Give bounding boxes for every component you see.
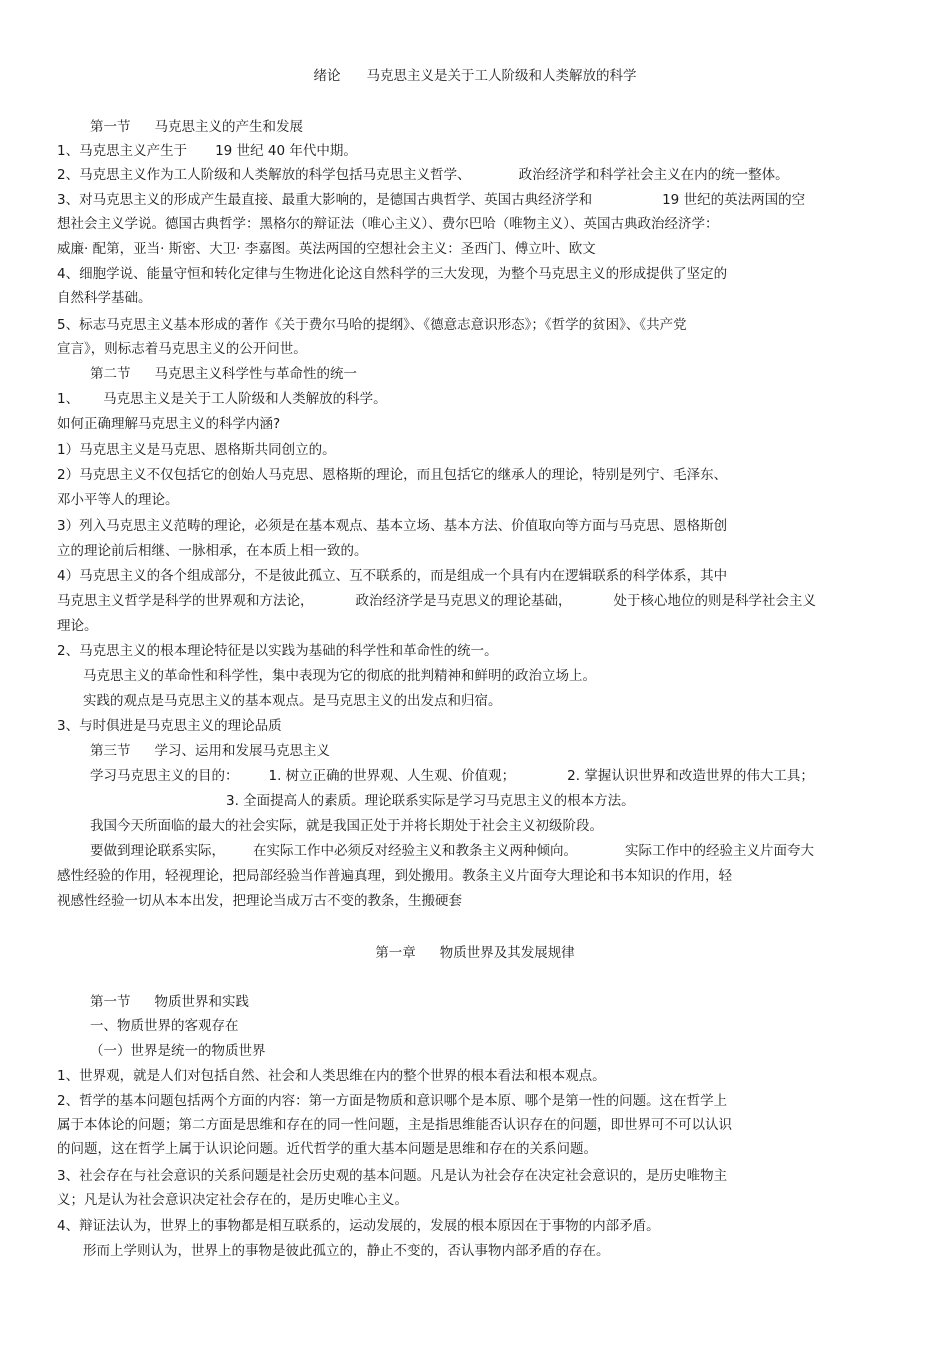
paragraph-line	[57, 641, 897, 661]
text-run: 宣言》，则标志着马克思主义的公开问世。	[57, 341, 307, 357]
text-run: 2、马克思主义的根本理论特征是以实践为基础的科学性和革命性的统一。	[57, 643, 498, 659]
paragraph-line	[57, 141, 897, 161]
text-run: 学习马克思主义的目的：	[90, 768, 239, 784]
text-run: 属于本体论的问题；第二方面是思维和存在的同一性问题，主是指思维能否认识存在的问题，即世界可不可以认识	[57, 1117, 732, 1133]
text-run: 2）马克思主义不仅包括它的创始人马克思、恩格斯的理论，而且包括它的继承人的理论，特别是列宁、毛泽东、	[57, 467, 728, 483]
chapter-text: 物质世界及其发展规律	[439, 945, 575, 961]
paragraph-line	[57, 214, 897, 234]
section-heading	[90, 992, 930, 1012]
paragraph-line	[57, 1190, 897, 1210]
intro-title-text: 马克思主义是关于工人阶级和人类解放的科学	[366, 68, 637, 84]
section-title: 物质世界和实践	[154, 994, 249, 1010]
paragraph-line	[57, 1066, 897, 1086]
paragraph-line	[57, 315, 897, 335]
paragraph-line	[83, 691, 923, 711]
paragraph-line	[90, 766, 930, 786]
section-number: 第一节	[90, 119, 131, 135]
text-run: 感性经验的作用，轻视理论，把局部经验当作普遍真理，到处搬用。教条主义片面夸大理论和书本知识的作用，轻	[57, 868, 732, 884]
text-run: 立的理论前后相继、一脉相承，在本质上相一致的。	[57, 543, 368, 559]
paragraph-line	[90, 816, 930, 836]
text-run: 2、哲学的基本问题包括两个方面的内容：第一方面是物质和意识哪个是本原、哪个是第一性的问题。这在哲学上	[57, 1093, 728, 1109]
paragraph-line	[57, 1091, 897, 1111]
subheading	[90, 1016, 930, 1036]
intro-title-label: 绪论	[313, 68, 341, 84]
chapter-number: 第一章	[375, 945, 416, 961]
text-run: 1. 树立正确的世界观、人生观、价值观；	[268, 768, 516, 784]
text-run: 19 世纪 40 年代中期。	[215, 143, 357, 159]
paragraph-line	[57, 1216, 897, 1236]
paragraph-line	[57, 490, 897, 510]
text-run: 想社会主义学说。德国古典哲学：黑格尔的辩证法（唯心主义）、费尔巴哈（唯物主义）、英国古典政治经济学：	[57, 216, 719, 232]
paragraph-line	[83, 1241, 923, 1261]
text-run: 政治经济学是马克思义的理论基础，	[355, 593, 572, 609]
paragraph-line	[57, 866, 897, 886]
text-run: 邓小平等人的理论。	[57, 492, 179, 508]
text-run: 实践的观点是马克思主义的基本观点。是马克思主义的出发点和归宿。	[83, 693, 502, 709]
section-title: 马克思主义科学性与革命性的统一	[154, 366, 357, 382]
text-run: 如何正确理解马克思主义的科学内涵?	[57, 416, 281, 432]
paragraph-line	[57, 389, 897, 409]
paragraph-line	[57, 440, 897, 460]
paragraph-line	[57, 465, 897, 485]
section-number: 第一节	[90, 994, 131, 1010]
paragraph-line	[57, 716, 897, 736]
text-run: 自然科学基础。	[57, 290, 152, 306]
chapter-title	[0, 943, 950, 963]
paragraph-line	[57, 616, 897, 636]
text-run: （一）世界是统一的物质世界	[90, 1043, 266, 1059]
text-run: 我国今天所面临的最大的社会实际，就是我国正处于并将长期处于社会主义初级阶段。	[90, 818, 603, 834]
paragraph-line	[57, 414, 897, 434]
paragraph-line	[57, 541, 897, 561]
section-heading	[90, 741, 930, 761]
text-run: 实际工作中的经验主义片面夸大	[625, 843, 814, 859]
text-run: 马克思主义是关于工人阶级和人类解放的科学。	[103, 391, 387, 407]
paragraph-line	[57, 264, 897, 284]
text-run: 一、物质世界的客观存在	[90, 1018, 239, 1034]
paragraph-line	[57, 165, 897, 185]
section-title: 学习、运用和发展马克思主义	[154, 743, 330, 759]
section-number: 第三节	[90, 743, 131, 759]
paragraph-line	[57, 1115, 897, 1135]
text-run: 1、马克思主义产生于	[57, 143, 188, 159]
text-run: 3、对马克思主义的形成产生最直接、最重大影响的，是德国古典哲学、英国古典经济学和	[57, 192, 593, 208]
text-run: 义；凡是认为社会意识决定社会存在的，是历史唯心主义。	[57, 1192, 408, 1208]
text-run: 1、	[57, 391, 80, 407]
text-run: 4、细胞学说、能量守恒和转化定律与生物进化论这自然科学的三大发现，为整个马克思主义的形成提供了坚定的	[57, 266, 728, 282]
text-run: 3、社会存在与社会意识的关系问题是社会历史观的基本问题。凡是认为社会存在决定社会意识的，是历史唯物主	[57, 1168, 728, 1184]
text-run: 形而上学则认为，世界上的事物是彼此孤立的，静止不变的，否认事物内部矛盾的存在。	[83, 1243, 610, 1259]
text-run: 19 世纪的英法两国的空	[662, 192, 806, 208]
text-run: 理论。	[57, 618, 98, 634]
text-run: 3、与时俱进是马克思主义的理论品质	[57, 718, 282, 734]
paragraph-line	[57, 288, 897, 308]
text-run: 1、世界观，就是人们对包括自然、社会和人类思维在内的整个世界的根本看法和根本观点。	[57, 1068, 606, 1084]
text-run: 威廉· 配第，亚当· 斯密、大卫· 李嘉图。英法两国的空想社会主义：圣西门、傅立叶、欧文	[57, 241, 596, 257]
paragraph-line	[83, 666, 923, 686]
section-title: 马克思主义的产生和发展	[154, 119, 303, 135]
text-run: 4）马克思主义的各个组成部分，不是彼此孤立、互不联系的，而是组成一个具有内在逻辑联系的科学体系，其中	[57, 568, 728, 584]
paragraph-line	[57, 891, 897, 911]
text-run: 马克思主义的革命性和科学性，集中表现为它的彻底的批判精神和鲜明的政治立场上。	[83, 668, 596, 684]
paragraph-line	[57, 516, 897, 536]
paragraph-line	[57, 190, 897, 210]
text-run: 2. 掌握认识世界和改造世界的伟大工具；	[567, 768, 814, 784]
intro-title	[0, 66, 950, 86]
text-run: 3. 全面提高人的素质。理论联系实际是学习马克思主义的根本方法。	[226, 793, 635, 809]
text-run: 视感性经验一切从本本出发，把理论当成万古不变的教条，生搬硬套	[57, 893, 462, 909]
text-run: 马克思主义哲学是科学的世界观和方法论，	[57, 593, 314, 609]
paragraph-line	[90, 841, 930, 861]
paragraph-line	[57, 591, 897, 611]
paragraph-line	[57, 339, 897, 359]
section-heading	[90, 364, 930, 384]
text-run: 的问题，这在哲学上属于认识论问题。近代哲学的重大基本问题是思维和存在的关系问题。	[57, 1141, 597, 1157]
text-run: 1）马克思主义是马克思、恩格斯共同创立的。	[57, 442, 336, 458]
text-run: 2、马克思主义作为工人阶级和人类解放的科学包括马克思主义哲学、	[57, 167, 471, 183]
text-run: 政治经济学和科学社会主义在内的统一整体。	[518, 167, 789, 183]
text-run: 要做到理论联系实际，	[90, 843, 225, 859]
paragraph-line	[57, 1139, 897, 1159]
text-run: 处于核心地位的则是科学社会主义	[613, 593, 816, 609]
subheading	[90, 1041, 930, 1061]
text-run: 在实际工作中必须反对经验主义和教条主义两种倾向。	[253, 843, 577, 859]
section-number: 第二节	[90, 366, 131, 382]
paragraph-line	[57, 566, 897, 586]
text-run: 3）列入马克思主义范畴的理论，必须是在基本观点、基本立场、基本方法、价值取向等方面与马克思、恩格斯创	[57, 518, 728, 534]
paragraph-line	[226, 791, 950, 811]
paragraph-line	[57, 239, 897, 259]
text-run: 4、辩证法认为，世界上的事物都是相互联系的，运动发展的，发展的根本原因在于事物的内部矛盾。	[57, 1218, 660, 1234]
paragraph-line	[57, 1166, 897, 1186]
section-heading	[90, 117, 930, 137]
text-run: 5、标志马克思主义基本形成的著作《关于费尔马哈的提纲》、《德意志意识形态》；《哲学的贫困》、《共产党	[57, 317, 687, 333]
